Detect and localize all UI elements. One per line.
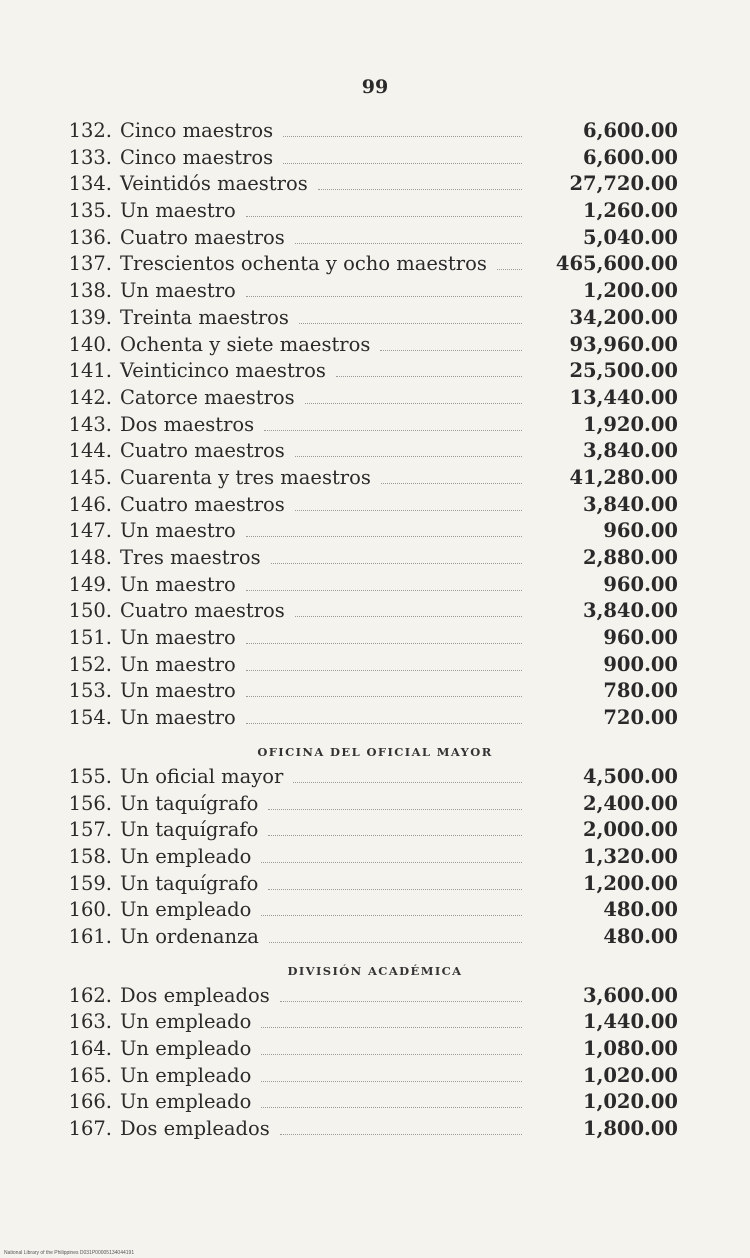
entry-amount: 3,840.00: [583, 492, 678, 516]
entry-description: Un maestro: [120, 519, 236, 543]
entry-number: 143.: [68, 412, 112, 436]
entry-number: 155.: [68, 764, 112, 788]
entry-description: Un empleado: [120, 844, 252, 868]
dot-leader: [261, 1054, 522, 1055]
entry-number: 166.: [68, 1090, 112, 1114]
entry-description: Cinco maestros: [120, 145, 274, 169]
dot-leader: [295, 510, 522, 511]
dot-leader: [261, 1107, 522, 1108]
entry-description: Dos empleados: [120, 983, 270, 1007]
entry-amount: 780.00: [603, 679, 678, 703]
ledger-row: [0, 1009, 750, 1036]
ledger-row: [0, 924, 750, 951]
entry-number: 144.: [68, 439, 112, 463]
entry-description: Un maestro: [120, 572, 236, 596]
entry-number: 165.: [68, 1063, 112, 1087]
dot-leader: [305, 403, 522, 404]
entry-amount: 5,040.00: [583, 225, 678, 249]
ledger-row: [0, 791, 750, 818]
entry-number: 162.: [68, 983, 112, 1007]
section-heading: OFICINA DEL OFICIAL MAYOR: [257, 744, 493, 759]
dot-leader: [497, 269, 522, 270]
dot-leader: [295, 616, 522, 617]
entry-amount: 1,080.00: [583, 1037, 678, 1060]
ledger-row: [0, 1116, 750, 1143]
entry-description: Un maestro: [120, 199, 236, 223]
entry-number: 157.: [68, 818, 112, 842]
dot-leader: [380, 350, 522, 351]
entry-number: 163.: [68, 1010, 112, 1034]
entry-description: Un empleado: [120, 1037, 252, 1060]
dot-leader: [283, 163, 522, 164]
entry-amount: 2,880.00: [583, 546, 678, 569]
dot-leader: [295, 456, 522, 457]
entry-number: 151.: [68, 626, 112, 650]
entry-description: Cuarenta y tres maestros: [120, 465, 371, 489]
entry-description: Un empleado: [120, 1090, 252, 1114]
entry-amount: 6,600.00: [583, 145, 678, 169]
entry-amount: 720.00: [603, 706, 678, 730]
dot-leader: [246, 643, 522, 644]
dot-leader: [261, 1081, 522, 1082]
ledger-row: [0, 225, 750, 252]
entry-description: Dos empleados: [120, 1117, 270, 1141]
entry-amount: 3,840.00: [583, 439, 678, 463]
entry-number: 154.: [68, 706, 112, 730]
dot-leader: [280, 1001, 522, 1002]
ledger-row: [0, 385, 750, 412]
entry-number: 140.: [68, 332, 112, 356]
dot-leader: [246, 696, 522, 697]
entry-description: Cuatro maestros: [120, 492, 285, 516]
ledger-row: [0, 764, 750, 791]
entry-amount: 1,200.00: [583, 871, 678, 895]
ledger-row: [0, 545, 750, 572]
entry-description: Un maestro: [120, 652, 236, 676]
entry-number: 139.: [68, 305, 112, 329]
ledger-row: [0, 1063, 750, 1090]
entry-amount: 41,280.00: [569, 465, 678, 489]
entry-description: Cuatro maestros: [120, 439, 285, 463]
dot-leader: [261, 862, 522, 863]
entry-amount: 1,440.00: [583, 1010, 678, 1034]
entry-number: 161.: [68, 924, 112, 948]
dot-leader: [283, 136, 522, 137]
ledger-row: [0, 705, 750, 732]
entry-number: 153.: [68, 679, 112, 703]
ledger-row: [0, 438, 750, 465]
dot-leader: [246, 296, 522, 297]
entry-amount: 2,400.00: [583, 791, 678, 815]
entry-description: Un empleado: [120, 1010, 252, 1034]
entry-amount: 960.00: [603, 572, 678, 596]
entry-amount: 2,000.00: [583, 818, 678, 842]
entry-amount: 1,920.00: [583, 412, 678, 436]
dot-leader: [336, 376, 522, 377]
dot-leader: [246, 723, 522, 724]
entry-number: 145.: [68, 465, 112, 489]
dot-leader: [271, 563, 522, 564]
entry-description: Cuatro maestros: [120, 225, 285, 249]
entry-amount: 1,260.00: [583, 199, 678, 223]
ledger-row: [0, 305, 750, 332]
entry-amount: 3,600.00: [583, 983, 678, 1007]
entry-description: Un maestro: [120, 679, 236, 703]
entry-amount: 27,720.00: [569, 172, 678, 196]
page-number: 99: [361, 76, 389, 98]
entry-number: 133.: [68, 145, 112, 169]
entry-description: Catorce maestros: [120, 385, 295, 409]
dot-leader: [318, 189, 522, 190]
entry-amount: 1,200.00: [583, 279, 678, 303]
entry-description: Dos maestros: [120, 412, 255, 436]
ledger-row: [0, 1036, 750, 1063]
entry-description: Ochenta y siete maestros: [120, 332, 371, 356]
ledger-row: [0, 572, 750, 599]
dot-leader: [269, 942, 522, 943]
entry-amount: 480.00: [603, 924, 678, 948]
entry-amount: 13,440.00: [569, 385, 678, 409]
entry-number: 167.: [68, 1117, 112, 1141]
entry-description: Un empleado: [120, 898, 252, 922]
ledger-row: [0, 817, 750, 844]
ledger-row: [0, 118, 750, 145]
ledger-row: [0, 652, 750, 679]
entry-amount: 1,800.00: [583, 1117, 678, 1141]
entry-number: 135.: [68, 199, 112, 223]
dot-leader: [246, 536, 522, 537]
entry-description: Tres maestros: [120, 546, 261, 569]
entry-amount: 3,840.00: [583, 599, 678, 623]
entry-description: Cuatro maestros: [120, 599, 285, 623]
entry-amount: 900.00: [603, 652, 678, 676]
entry-amount: 960.00: [603, 519, 678, 543]
entry-amount: 6,600.00: [583, 119, 678, 142]
entry-description: Un taquígrafo: [120, 791, 259, 815]
entry-amount: 465,600.00: [555, 252, 678, 276]
entry-number: 146.: [68, 492, 112, 516]
entry-number: 150.: [68, 599, 112, 623]
dot-leader: [246, 670, 522, 671]
entry-number: 138.: [68, 279, 112, 303]
ledger-row: [0, 625, 750, 652]
dot-leader: [246, 590, 522, 591]
ledger-row: [0, 844, 750, 871]
entry-description: Un ordenanza: [120, 924, 259, 948]
dot-leader: [264, 430, 522, 431]
entry-number: 152.: [68, 652, 112, 676]
entry-amount: 1,320.00: [583, 844, 678, 868]
entry-amount: 960.00: [603, 626, 678, 650]
entry-number: 149.: [68, 572, 112, 596]
ledger-row: [0, 1089, 750, 1116]
entry-number: 142.: [68, 385, 112, 409]
entry-description: Cinco maestros: [120, 119, 274, 142]
ledger-row: [0, 871, 750, 898]
scan-footer: National Library of the Philippines D031P00005134044191: [4, 1250, 135, 1256]
dot-leader: [268, 889, 522, 890]
ledger-row: [0, 465, 750, 492]
ledger-row: [0, 145, 750, 172]
ledger-row: [0, 983, 750, 1010]
entry-number: 134.: [68, 172, 112, 196]
dot-leader: [293, 782, 522, 783]
dot-leader: [295, 243, 522, 244]
ledger-row: [0, 332, 750, 359]
ledger-row: [0, 598, 750, 625]
entry-amount: 480.00: [603, 898, 678, 922]
dot-leader: [261, 915, 522, 916]
entry-number: 132.: [68, 119, 112, 142]
ledger-row: [0, 897, 750, 924]
dot-leader: [381, 483, 522, 484]
dot-leader: [268, 809, 522, 810]
ledger-row: [0, 518, 750, 545]
entry-number: 159.: [68, 871, 112, 895]
ledger-row: [0, 358, 750, 385]
ledger-row: [0, 171, 750, 198]
entry-number: 156.: [68, 791, 112, 815]
entry-description: Un oficial mayor: [120, 764, 284, 788]
entry-number: 160.: [68, 898, 112, 922]
ledger-row: [0, 198, 750, 225]
entry-number: 141.: [68, 359, 112, 383]
entry-description: Trescientos ochenta y ocho maestros: [120, 252, 487, 276]
ledger-row: [0, 492, 750, 519]
entry-number: 158.: [68, 844, 112, 868]
ledger-entries: [0, 118, 750, 1143]
entry-description: Veinticinco maestros: [120, 359, 326, 383]
ledger-row: [0, 251, 750, 278]
section-heading: DIVISIÓN ACADÉMICA: [287, 963, 463, 978]
entry-number: 137.: [68, 252, 112, 276]
entry-amount: 34,200.00: [569, 305, 678, 329]
entry-amount: 4,500.00: [583, 764, 678, 788]
entry-amount: 25,500.00: [569, 359, 678, 383]
dot-leader: [299, 323, 522, 324]
entry-amount: 93,960.00: [569, 332, 678, 356]
ledger-row: [0, 678, 750, 705]
entry-description: Un taquígrafo: [120, 871, 259, 895]
entry-description: Veintidós maestros: [120, 172, 308, 196]
dot-leader: [246, 216, 522, 217]
dot-leader: [280, 1134, 522, 1135]
entry-description: Un empleado: [120, 1063, 252, 1087]
dot-leader: [261, 1027, 522, 1028]
entry-amount: 1,020.00: [583, 1063, 678, 1087]
entry-number: 136.: [68, 225, 112, 249]
entry-description: Un maestro: [120, 626, 236, 650]
entry-amount: 1,020.00: [583, 1090, 678, 1114]
entry-description: Treinta maestros: [120, 305, 289, 329]
entry-description: Un maestro: [120, 279, 236, 303]
entry-number: 147.: [68, 519, 112, 543]
entry-number: 148.: [68, 546, 112, 569]
entry-description: Un maestro: [120, 706, 236, 730]
ledger-row: [0, 278, 750, 305]
entry-number: 164.: [68, 1037, 112, 1060]
dot-leader: [268, 835, 522, 836]
entry-description: Un taquígrafo: [120, 818, 259, 842]
ledger-row: [0, 412, 750, 439]
